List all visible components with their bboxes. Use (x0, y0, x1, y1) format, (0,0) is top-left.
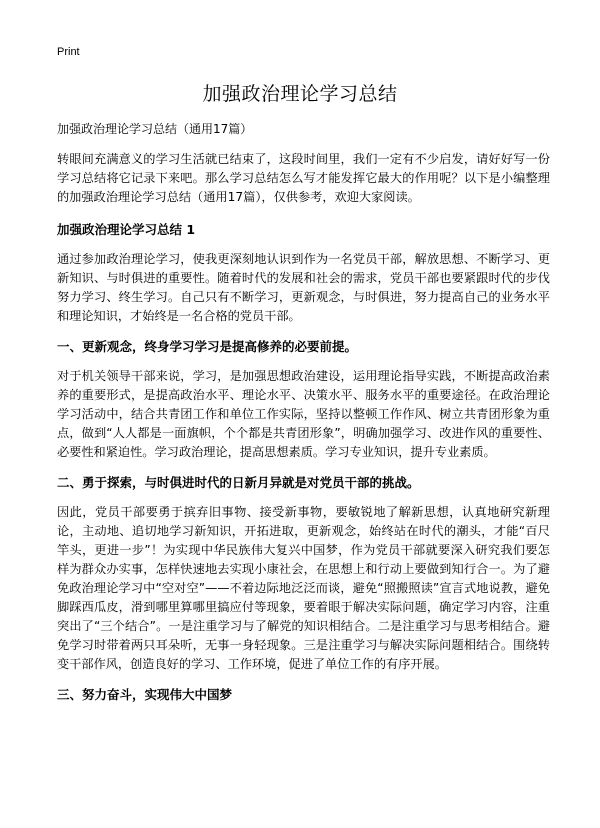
document-subtitle: 加强政治理论学习总结（通用17篇） (57, 122, 253, 136)
section-intro-paragraph: 通过参加政治理论学习，使我更深刻地认识到作为一名党员干部，解放思想、不断学习、更新知识、与时俱进的重要性。随着时代的发展和社会的需求，党员干部也要紧跟时代的步伐努力学习、终生学习。自己只有不断学习，更新观念，与时俱进，努力提高自己的业务水平和理论知识，才始终是一名合格的党员干部。 (57, 252, 550, 323)
paragraph-2: 因此，党员干部要勇于摈弃旧事物、接受新事物，要敏锐地了解新思想，认真地研究新理论，主动地、追切地学习新知识，开拓进取，更新观念，始终站在时代的潮头，才能“百尺竿头，更进一步”！为实现中华民族伟大复兴中国梦，作为党员干部就要深入研究我们要怎样为群众办实事，怎样快速地去实现小康社会，在思想上和行动上要做到知行合一。为了避免政治理论学习中“空对空”——不着边际地泛泛而谈，避免“照搬照读”宣言式地说教，避免脚踩西瓜皮，滑到哪里算哪里搞应付等现象，要着眼于解决实际问题，确定学习内容，注重突出了“三个结合”。一是注重学习与了解党的知识相结合。二是注重学习与思考相结合。避免学习时带着两只耳朵听，无事一身轻现象。三是注重学习与解决实际问题相结合。围绕转变干部作风，创造良好的学习、工作环境，促进了单位工作的有序开展。 (57, 505, 550, 671)
print-label: Print (57, 46, 80, 58)
intro-paragraph: 转眼间充满意义的学习生活就已结束了，这段时间里，我们一定有不少启发，请好好写一份学习总结将它记录下来吧。那么学习总结怎么写才能发挥它最大的作用呢？以下是小编整理的加强政治理论学习总结（通用17篇），仅供参考，欢迎大家阅读。 (57, 152, 550, 204)
heading-3: 三、努力奋斗，实现伟大中国梦 (57, 687, 233, 702)
section-title: 加强政治理论学习总结 1 (57, 222, 196, 237)
heading-2: 二、勇于探索，与时俱进时代的日新月异就是对党员干部的挑战。 (57, 475, 420, 490)
page-title: 加强政治理论学习总结 (202, 83, 398, 105)
heading-1: 一、更新观念，终身学习学习是提高修养的必要前提。 (57, 339, 358, 354)
paragraph-1: 对于机关领导干部来说，学习，是加强思想政治建设，运用理论指导实践，不断提高政治素养的重要形式，是提高政治水平、理论水平、决策水平、服务水平的重要途径。在政治理论学习活动中，结合共青团工作和单位工作实际，坚持以整顿工作作风、树立共青团形象为重点，做到“人人都是一面旗帜，个个都是共青团形象”，明确加强学习、改进作风的重要性、必要性和紧迫性。学习政治理论，提高思想素质。学习专业知识，提升专业素质。 (57, 369, 550, 459)
document-body (57, 150, 550, 715)
